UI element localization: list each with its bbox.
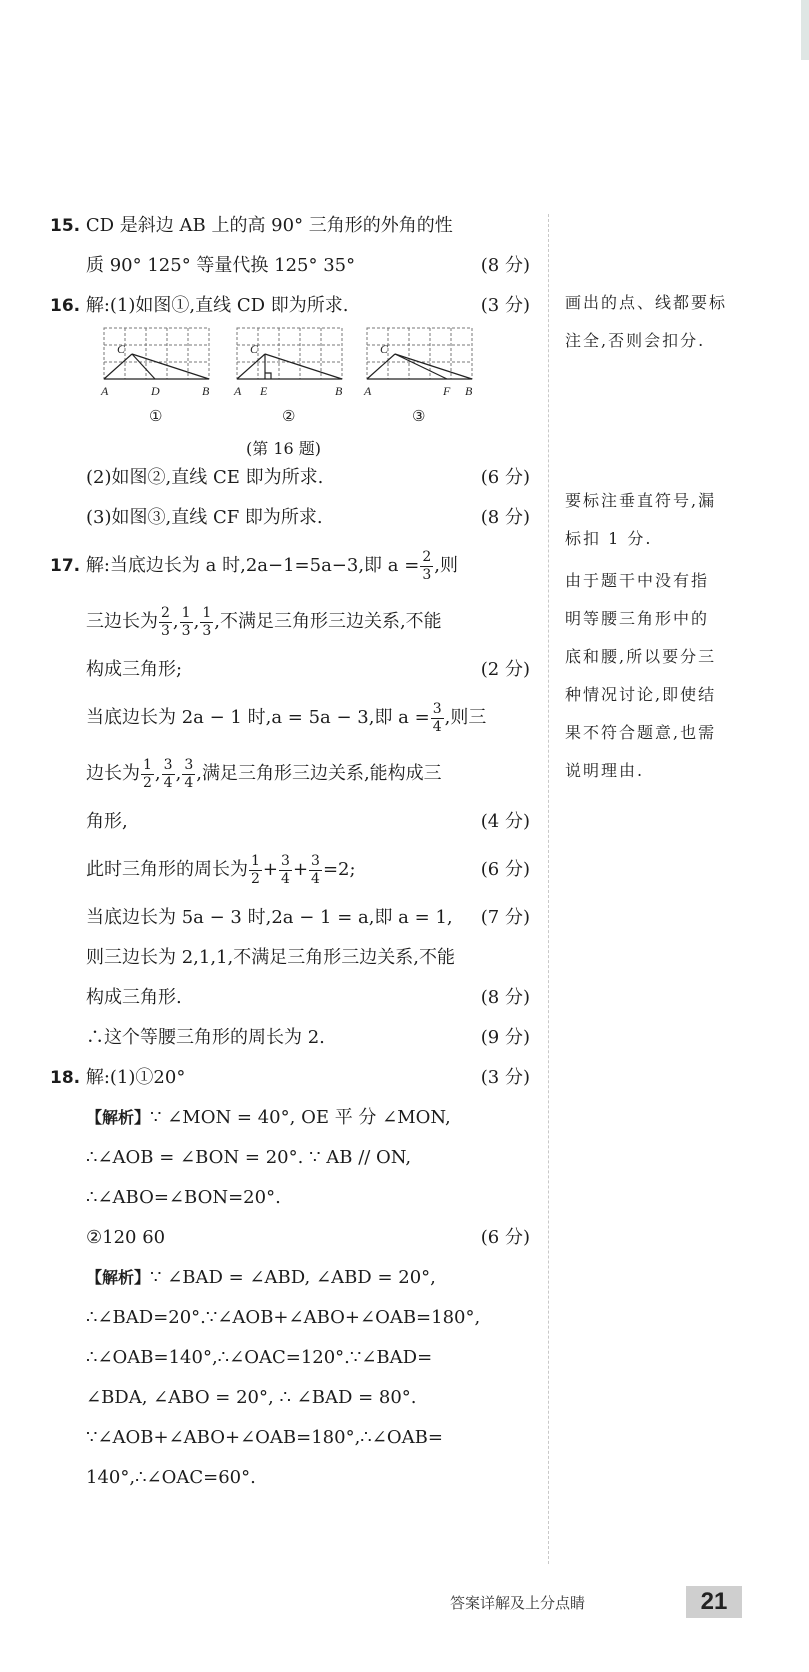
numerator: 3: [281, 852, 290, 869]
numerator: 2: [161, 604, 170, 621]
q17-text: 边长为: [86, 763, 140, 784]
point-c-label: C: [380, 342, 389, 356]
side-note-line: 画出的点、线都要标: [565, 293, 728, 312]
q17-text: ∴这个等腰三角形的周长为 2.: [86, 1027, 325, 1048]
q16-figure-2: [233, 326, 345, 438]
side-note-line: 标扣 1 分.: [565, 529, 653, 548]
q17-text: 当底边长为 5a − 3 时,2a − 1 = a,即 a = 1,: [86, 907, 453, 928]
q17-line-7: 此时三角形的周长为 $\frac{1}{2}$ + $\frac{3}{4}$ + $\frac{3}{4}$ =2; (6 分): [50, 842, 530, 898]
q18-text: 140°,∴∠OAC=60°.: [86, 1467, 256, 1488]
q15-text-1: CD 是斜边 AB 上的高 90° 三角形的外角的性: [85, 215, 453, 236]
q17-text: =2;: [322, 859, 356, 880]
denominator: 3: [422, 566, 432, 583]
q18-line-5: [50, 1218, 530, 1258]
point-b-label: B: [202, 384, 210, 398]
side-note-line: 明等腰三角形中的: [565, 609, 710, 628]
side-note-line: 说明理由.: [565, 761, 645, 780]
point-c-label: C: [250, 342, 259, 356]
q17-text: ,则三: [444, 707, 487, 728]
numerator: 2: [422, 548, 432, 565]
q15-line-2: [50, 246, 530, 286]
q17-line-8: [50, 898, 530, 938]
point-a-label: A: [234, 384, 242, 398]
point-a-label: A: [101, 384, 109, 398]
fraction: [200, 605, 213, 640]
q17-line-1: [50, 538, 530, 594]
side-note-line: 果不符合题意,也需: [565, 723, 717, 742]
figure-label: ②: [282, 409, 296, 425]
q18-text: ∵∠AOB+∠ABO+∠OAB=180°,∴∠OAB=: [86, 1427, 443, 1448]
q17-line-6: [50, 802, 530, 842]
numerator: 1: [202, 604, 212, 621]
numerator: 3: [163, 756, 173, 773]
side-note-1: [565, 284, 745, 360]
q16-figures: [50, 326, 530, 458]
q16-part-1: 解:(1)如图①,直线 CD 即为所求.: [85, 295, 349, 316]
q15-number: 15.: [50, 216, 81, 236]
q17-line-3: [50, 650, 530, 690]
fraction: [159, 605, 172, 640]
q17-text: 当底边长为 2a − 1 时,a = 5a − 3,即 a =: [86, 707, 430, 728]
column-divider: [548, 214, 549, 1564]
denominator: 3: [181, 622, 191, 639]
fraction: [141, 757, 154, 792]
q16-line-1: [50, 286, 530, 326]
side-note-2: [565, 482, 745, 558]
q15-line-1: [50, 206, 530, 246]
q18-text: ②120 60: [86, 1227, 166, 1248]
q18-text: ∴∠AOB = ∠BON = 20°. ∵ AB // ON,: [86, 1147, 412, 1168]
figure-caption: (第 16 题): [246, 439, 322, 458]
q18-text: ∴∠ABO=∠BON=20°.: [86, 1187, 281, 1208]
q16-line-2: [50, 458, 530, 498]
q18-points-1: (3 分): [480, 1067, 530, 1088]
q17-text: 构成三角形.: [86, 987, 182, 1008]
q17-text: 解:当底边长为 a 时,2a−1=5a−3,即 a =: [85, 555, 420, 576]
denominator: 3: [202, 622, 212, 639]
triangle: [367, 354, 472, 379]
point-f-label: F: [443, 384, 451, 398]
q18-text: 解:(1)①20°: [85, 1067, 186, 1088]
q17-number: 17.: [50, 556, 81, 576]
point-c-label: C: [117, 342, 126, 356]
q17-text: 则三边长为 2,1,1,不满足三角形三边关系,不能: [86, 947, 455, 968]
page-number: 21: [686, 1586, 742, 1618]
triangle: [237, 354, 342, 379]
q17-text: 此时三角形的周长为: [86, 859, 248, 880]
fraction: [180, 605, 193, 640]
fraction: [249, 853, 262, 888]
q17-points-c3: (8 分): [480, 987, 530, 1008]
q18-number: 18.: [50, 1068, 81, 1088]
numerator: 3: [184, 756, 194, 773]
denominator: 2: [143, 774, 152, 791]
q16-part-2: (2)如图②,直线 CE 即为所求.: [86, 467, 324, 488]
q17-line-4: [50, 690, 530, 746]
q17-line-2: 三边长为 $\frac{2}{3}$ , $\frac{1}{3}$ , $\frac{1}{3}$ ,不满足三角形三边关系,不能: [86, 604, 442, 639]
point-d-label: D: [151, 384, 160, 398]
q18-points-5: (6 分): [480, 1227, 530, 1248]
q18-line-1: [50, 1058, 530, 1098]
q18-line-11: [50, 1458, 530, 1498]
analysis-tag: 【解析】: [86, 1108, 151, 1127]
q17-text: ,则: [434, 555, 458, 576]
q17-line-9: [50, 938, 530, 978]
q17-text: 构成三角形;: [86, 659, 183, 680]
q18-text: ∴∠OAB=140°,∴∠OAC=120°.∵∠BAD=: [86, 1347, 433, 1368]
q17-text: ,不满足三角形三边关系,不能: [214, 611, 442, 632]
figure-label: ①: [149, 409, 163, 425]
q16-line-3: [50, 498, 530, 538]
q18-line-4: [50, 1178, 530, 1218]
numerator: 1: [251, 852, 260, 869]
q17-text: ,满足三角形三边关系,能构成三: [196, 763, 442, 784]
point-b-label: B: [335, 384, 343, 398]
q18-text: ∵ ∠MON = 40°, OE 平 分 ∠MON,: [150, 1107, 451, 1128]
q18-text: ∴∠BAD=20°.∵∠AOB+∠ABO+∠OAB=180°,: [86, 1307, 481, 1328]
q18-line-2: [50, 1098, 530, 1138]
triangle: [104, 354, 209, 379]
denominator: 3: [161, 622, 170, 639]
side-note-line: 由于题干中没有指: [565, 571, 710, 590]
q17-text: 角形,: [86, 811, 128, 832]
side-note-3: [565, 562, 745, 790]
q16-figure-3: [363, 326, 475, 438]
q17-text: 三边长为: [86, 611, 158, 632]
q17-line-5: 边长为 $\frac{1}{2}$ , $\frac{3}{4}$ , $\frac{3}{4}$ ,满足三角形三边关系,能构成三: [86, 756, 442, 791]
point-b-label: B: [465, 384, 473, 398]
q16-number: 16.: [50, 296, 81, 316]
fraction: [420, 549, 433, 584]
q16-points-2: (6 分): [480, 467, 530, 488]
q17-points-d1: (9 分): [480, 1027, 530, 1048]
q18-line-3: [50, 1138, 530, 1178]
denominator: 4: [311, 870, 320, 887]
denominator: 4: [281, 870, 290, 887]
q18-line-9: [50, 1378, 530, 1418]
analysis-tag: 【解析】: [86, 1268, 151, 1287]
point-e-label: E: [260, 384, 268, 398]
side-note-line: 底和腰,所以要分三: [565, 647, 717, 666]
q18-line-6: [50, 1258, 530, 1298]
q16-part-3: (3)如图③,直线 CF 即为所求.: [86, 507, 323, 528]
answer-column: [50, 206, 530, 1498]
denominator: 4: [163, 774, 173, 791]
q17-points-b: (4 分): [480, 811, 530, 832]
page-edge-mark: [801, 0, 809, 60]
q15-points: (8 分): [480, 255, 530, 276]
figure-label: ③: [412, 409, 426, 425]
fraction: [309, 853, 322, 888]
q16-points-1: (3 分): [480, 295, 530, 316]
side-note-line: 种情况讨论,即使结: [565, 685, 717, 704]
footer-title: 答案详解及上分点睛: [450, 1594, 586, 1612]
q16-figure-1: [100, 326, 212, 438]
q17-points-a: (2 分): [480, 659, 530, 680]
q17-line-10: [50, 978, 530, 1018]
denominator: 2: [251, 870, 260, 887]
numerator: 1: [181, 604, 191, 621]
q16-points-3: (8 分): [480, 507, 530, 528]
q18-line-7: [50, 1298, 530, 1338]
q17-line-11: [50, 1018, 530, 1058]
side-note-line: 要标注垂直符号,漏: [565, 491, 717, 510]
q18-text: ∠BDA, ∠ABO = 20°, ∴ ∠BAD = 80°.: [86, 1387, 417, 1408]
q18-text: ∵ ∠BAD = ∠ABD, ∠ABD = 20°,: [150, 1267, 436, 1288]
fraction: [279, 853, 292, 888]
fraction: [182, 757, 195, 792]
page-footer: [0, 1582, 809, 1622]
q17-points-c1: (7 分): [480, 907, 530, 928]
denominator: 4: [184, 774, 194, 791]
q18-line-10: [50, 1418, 530, 1458]
point-a-label: A: [364, 384, 372, 398]
numerator: 3: [432, 700, 442, 717]
numerator: 1: [143, 756, 152, 773]
q18-line-8: [50, 1338, 530, 1378]
fraction: [431, 701, 444, 736]
fraction: [162, 757, 175, 792]
side-note-line: 注全,否则会扣分.: [565, 331, 706, 350]
denominator: 4: [432, 718, 442, 735]
q15-text-2: 质 90° 125° 等量代换 125° 35°: [86, 255, 356, 276]
numerator: 3: [311, 852, 320, 869]
q17-points-b4: (6 分): [480, 859, 530, 880]
